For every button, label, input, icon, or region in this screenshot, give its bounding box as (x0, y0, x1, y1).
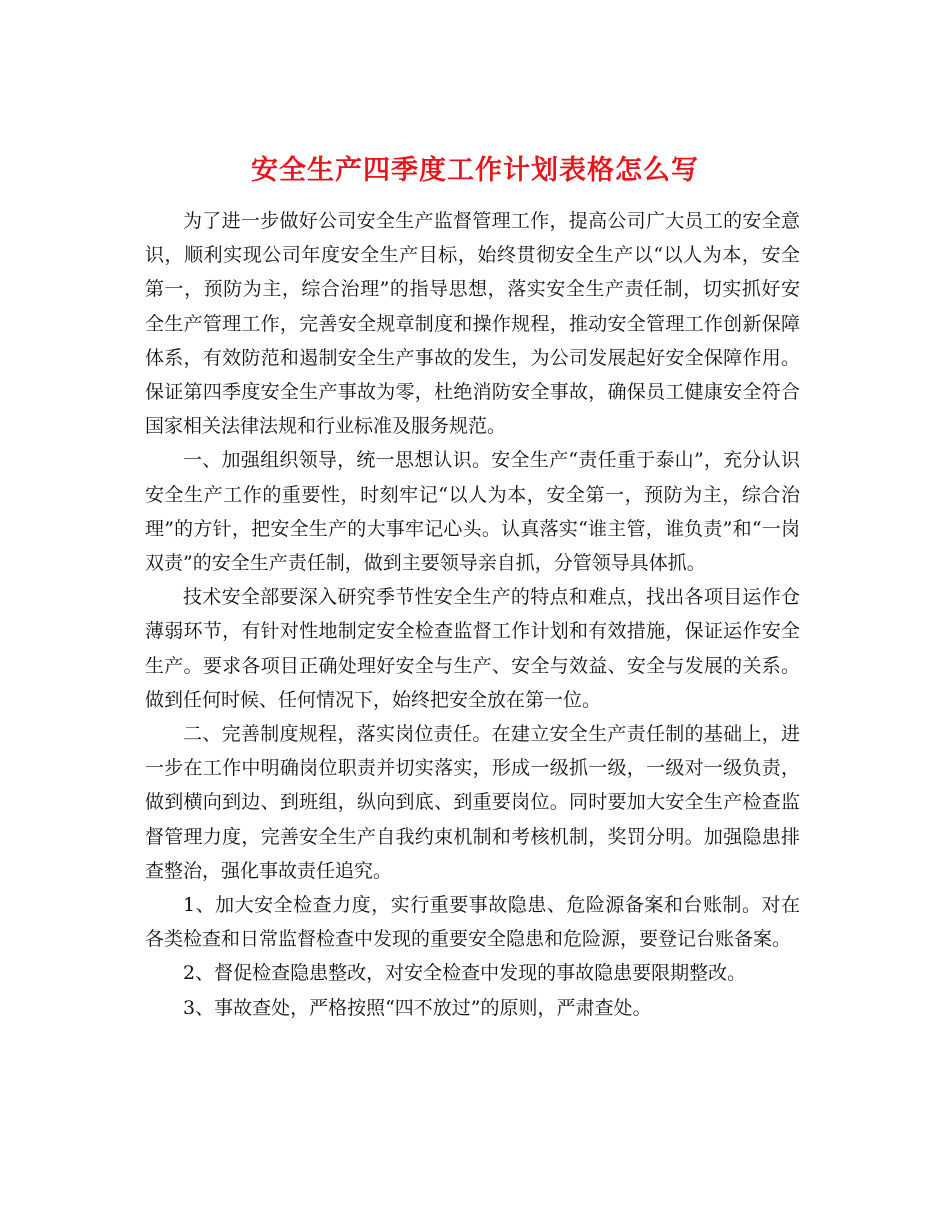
paragraph-item-1: 1、加大安全检查力度，实行重要事故隐患、危险源备案和台账制。对在各类检查和日常监督检查中发现的重要安全隐患和危险源，要登记台账备案。 (145, 894, 800, 951)
paragraph-item-2: 2、督促检查隐患整改，对安全检查中发现的事故隐患要限期整改。 (183, 962, 747, 985)
document-body (145, 204, 800, 1025)
document-title: 安全生产四季度工作计划表格怎么写 (251, 155, 699, 187)
paragraph-item-3: 3、事故查处，严格按照“四不放过”的原则，严肃查处。 (183, 996, 652, 1019)
paragraph-intro: 为了进一步做好公司安全生产监督管理工作，提高公司广大员工的安全意识，顺利实现公司年度安全生产目标，始终贯彻安全生产以“以人为本，安全第一，预防为主，综合治理”的指导思想，落实安全生产责任制，切实抓好安全生产管理工作，完善安全规章制度和操作规程，推动安全管理工作创新保障体系，有效防范和遏制安全生产事故的发生，为公司发展起好安全保障作用。保证第四季度安全生产事故为零，杜绝消防安全事故，确保员工健康安全符合国家相关法律法规和行业标准及服务规范。 (145, 210, 800, 438)
paragraph-tech-dept: 技术安全部要深入研究季节性安全生产的特点和难点，找出各项目运作仓薄弱环节，有针对性地制定安全检查监督工作计划和有效措施，保证运作安全生产。要求各项目正确处理好安全与生产、安全与效益、安全与发展的关系。做到任何时候、任何情况下，始终把安全放在第一位。 (145, 586, 800, 711)
paragraph-section-2: 二、完善制度规程，落实岗位责任。在建立安全生产责任制的基础上，进一步在工作中明确岗位职责并切实落实，形成一级抓一级，一级对一级负责，做到横向到边、到班组，纵向到底、到重要岗位。同时要加大安全生产检查监督管理力度，完善安全生产自我约束机制和考核机制，奖罚分明。加强隐患排查整治，强化事故责任追究。 (145, 723, 800, 882)
paragraph-section-1: 一、加强组织领导，统一思想认识。安全生产“责任重于泰山”，充分认识安全生产工作的重要性，时刻牢记“以人为本，安全第一，预防为主，综合治理”的方针，把安全生产的大事牢记心头。认真落实“谁主管，谁负责”和“一岗双责”的安全生产责任制，做到主要领导亲自抓，分管领导具体抓。 (145, 449, 800, 575)
